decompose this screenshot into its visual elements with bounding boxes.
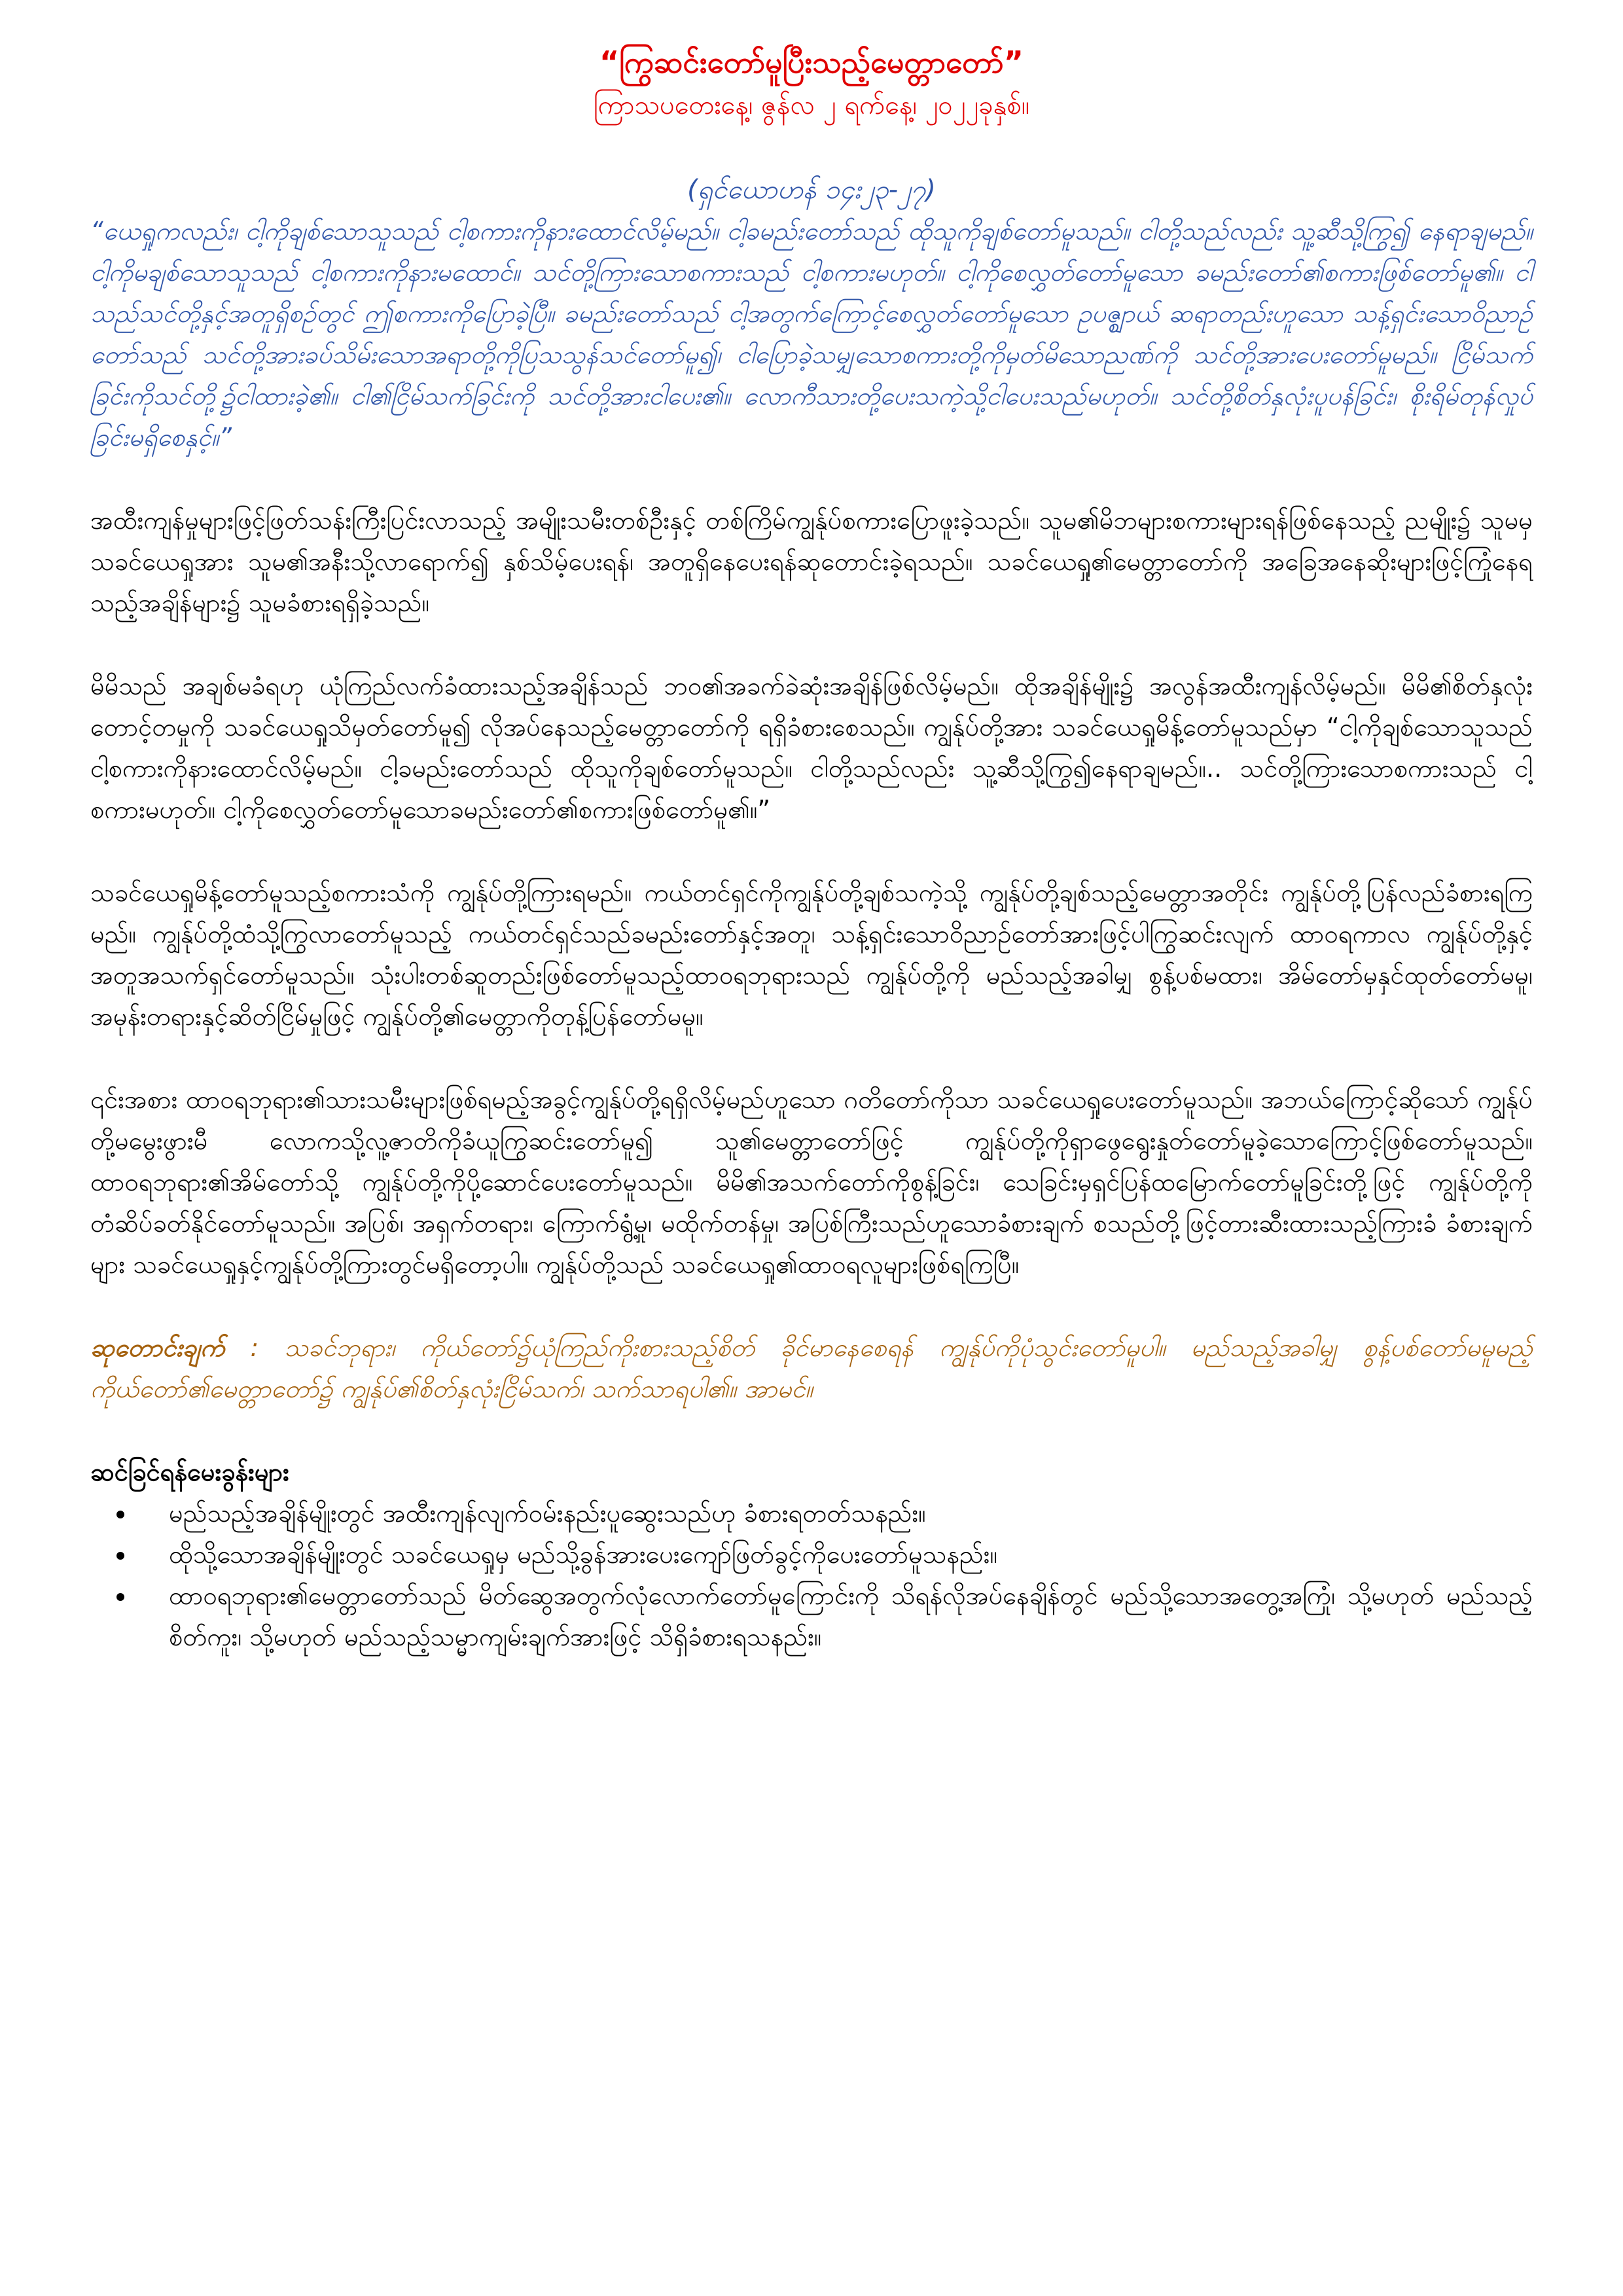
question-item: • မည်သည့်အချိန်မျိုးတွင် အထီးကျန်လျက်ဝမ်းနည်းပူဆွေးသည်ဟု ခံစားရတတ်သနည်း။ [136,1493,1533,1534]
spacer [90,1285,1533,1327]
prayer-separator: : [224,1333,285,1362]
spacer [90,126,1533,169]
questions-heading: ဆင်ခြင်ရန်မေးခွန်းများ [90,1458,289,1486]
spacer [90,624,1533,666]
paragraph-4: ၎င်းအစား ထာဝရဘုရား၏သားသမီးများဖြစ်ရမည့်အခွင့်ကျွန်ုပ်တို့ရရှိလိမ့်မည်ဟူသော ဂတိတော်ကိုသာ သခင်ယေရှုပေးတော်မူသည်။ အဘယ်ကြောင့်ဆိုသော် ကျွန်ုပ်တို့မမွေးဖွားမီ လောကသို့လူ့ဇာတိကိုခံယူကြွဆင်းတော်မူ၍ သူ၏မေတ္တာတော်ဖြင့် ကျွန်ုပ်တို့ကိုရှာဖွေရွေးနှုတ်တော်မူခဲ့သောကြောင့်ဖြစ်တော်မူသည်။ ထာဝရဘုရား၏အိမ်တော်သို့ ကျွန်ုပ်တို့ကိုပို့ဆောင်ပေးတော်မူသည်။ မိမိ၏အသက်တော်ကိုစွန့်ခြင်း၊ သေခြင်းမှရှင်ပြန်ထမြောက်တော်မူခြင်းတို့ဖြင့် ကျွန်ုပ်တို့ကိုတံဆိပ်ခတ်နိုင်တော်မူသည်။ အပြစ်၊ အရှက်တရား၊ ကြောက်ရွံ့မှု၊ မထိုက်တန်မှု၊ အပြစ်ကြီးသည်ဟူသောခံစားချက် စသည်တို့ဖြင့်တားဆီးထားသည့်ကြားခံ ခံစားချက်များ သခင်ယေရှုနှင့်ကျွန်ုပ်တို့ကြားတွင်မရှိတော့ပါ။ ကျွန်ုပ်တို့သည် သခင်ယေရှု၏ထာဝရလူများဖြစ်ရကြပြီ။ [90,1085,1533,1279]
prayer-label: ဆုတောင်းချက် [90,1333,225,1362]
paragraph-3: သခင်ယေရှုမိန့်တော်မူသည့်စကားသံကို ကျွန်ုပ်တို့ကြားရမည်။ ကယ်တင်ရှင်ကိုကျွန်ုပ်တို့ချစ်သကဲ့သို့ ကျွန်ုပ်တို့ချစ်သည့်မေတ္တာအတိုင်း ကျွန်ုပ်တို့ပြန်လည်ခံစားရကြမည်။ ကျွန်ုပ်တို့ထံသို့ကြွလာတော်မူသည့် ကယ်တင်ရှင်သည်ခမည်းတော်နှင့်အတူ၊ သန့်ရှင်းသောဝိညာဉ်တော်အားဖြင့်ပါကြွဆင်းလျက် ထာဝရကာလ ကျွန်ုပ်တို့နှင့်အတူအသက်ရှင်တော်မူသည်။ သုံးပါးတစ်ဆူတည်းဖြစ်တော်မူသည့်ထာဝရဘုရားသည် ကျွန်ုပ်တို့ကို မည်သည့်အခါမျှ စွန့်ပစ်မထား၊ အိမ်တော်မှနှင်ထုတ်တော်မမူ၊ အမုန်းတရားနှင့်ဆိတ်ငြိမ်မှုဖြင့် ကျွန်ုပ်တို့၏မေတ္တာကိုတုန့်ပြန်တော်မမူ။ [90,878,1533,1031]
scripture-text: “ယေရှုကလည်း၊ ငါ့ကိုချစ်သောသူသည် ငါ့စကားကိုနားထောင်လိမ့်မည်။ ငါ့ခမည်းတော်သည် ထိုသူကိုချစ်တော်မူသည်။ ငါတို့သည်လည်း သူ့ဆီသို့ကြွ၍ နေရာချမည်။ ငါ့ကိုမချစ်သောသူသည် ငါ့စကားကိုနားမထောင်။ သင်တို့ကြားသောစကားသည် ငါ့စကားမဟုတ်။ ငါ့ကိုစေလွှတ်တော်မူသော ခမည်းတော်၏စကားဖြစ်တော်မူ၏။ ငါသည်သင်တို့နှင့်အတူရှိစဉ်တွင် ဤစကားကိုပြောခဲ့ပြီ။ ခမည်းတော်သည် ငါ့အတွက်ကြောင့်စေလွှတ်တော်မူသော ဥပဇ္ဈာယ် ဆရာတည်းဟူသော သန့်ရှင်းသောဝိညာဉ်တော်သည် သင်တို့အားခပ်သိမ်းသောအရာတို့ကိုပြသသွန်သင်တော်မူ၍၊ ငါပြောခဲ့သမျှသောစကားတို့ကိုမှတ်မိသောညဏ်ကို သင်တို့အားပေးတော်မူမည်။ ငြိမ်သက်ခြင်းကိုသင်တို့၌ငါထားခဲ့၏။ ငါ၏ငြိမ်သက်ခြင်းကို သင်တို့အားငါပေး၏။ လောကီသားတို့ပေးသကဲ့သို့ငါပေးသည်မဟုတ်။ သင်တို့စိတ်နှလုံးပူပန်ခြင်း၊ စိုးရိမ်တုန်လှုပ်ခြင်းမရှိစေနှင့်။” [90,217,1533,452]
prayer-block [90,1327,1533,1410]
spacer [90,831,1533,872]
prayer-text: သခင်ဘုရား၊ ကိုယ်တော်၌ယုံကြည်ကိုးစားသည့်စိတ် ခိုင်မာနေစေရန် ကျွန်ုပ်ကိုပုံသွင်းတော်မူပါ။ မည်သည့်အခါမျှ စွန့်ပစ်တော်မမူမည့် ကိုယ်တော်၏မေတ္တာတော်၌ ကျွန်ုပ်၏စိတ်နှလုံးငြိမ်သက်၊ သက်သာရပါ၏။ အာမင်။ [90,1333,1533,1403]
paragraph-1: အထီးကျန်မှုများဖြင့်ဖြတ်သန်းကြီးပြင်းလာသည့် အမျိုးသမီးတစ်ဦးနှင့် တစ်ကြိမ်ကျွန်ုပ်စကားပြောဖူးခဲ့သည်။ သူမ၏မိဘများစကားများရန်ဖြစ်နေသည့် ညမျိုး၌ သူမမှသခင်ယေရှုအား သူမ၏အနီးသို့လာရောက်၍ နှစ်သိမ့်ပေးရန်၊ အတူရှိနေပေးရန်ဆုတောင်းခဲ့ရသည်။ သခင်ယေရှု၏မေတ္တာတော်ကို အခြေအနေဆိုးများဖြင့်ကြုံနေရသည့်အချိန်များ၌ သူမခံစားရရှိခဲ့သည်။ [90,506,1533,617]
question-item: • ထာဝရဘုရား၏မေတ္တာတော်သည် မိတ်ဆွေအတွက်လုံလောက်တော်မူကြောင်းကို သိရန်လိုအပ်နေချိန်တွင် မည်သို့သောအတွေ့အကြုံ၊ သို့မဟုတ် မည်သည့်စိတ်ကူး၊ သို့မဟုတ် မည်သည့်သမ္မာကျမ်းချက်အားဖြင့် သိရှိခံစားရသနည်း။ [136,1575,1533,1658]
devotional-page [90,39,1533,1658]
page-title: “ကြွဆင်းတော်မူပြီးသည့်မေတ္တာတော်” [599,45,1024,80]
spacer [90,458,1533,500]
paragraph-2: မိမိသည် အချစ်မခံရဟု ယုံကြည်လက်ခံထားသည့်အချိန်သည် ဘဝ၏အခက်ခဲဆုံးအချိန်ဖြစ်လိမ့်မည်။ ထိုအချိန်မျိုး၌ အလွန်အထီးကျန်လိမ့်မည်။ မိမိ၏စိတ်နှလုံးတောင့်တမှုကို သခင်ယေရှုသိမှတ်တော်မူ၍ လိုအပ်နေသည့်မေတ္တာတော်ကို ရရှိခံစားစေသည်။ ကျွန်ုပ်တို့အား သခင်ယေရှုမိန့်တော်မူသည်မှာ “ငါ့ကိုချစ်သောသူသည် ငါ့စကားကိုနားထောင်လိမ့်မည်။ ငါ့ခမည်းတော်သည် ထိုသူကိုချစ်တော်မူသည်။ ငါတို့သည်လည်း သူ့ဆီသို့ကြွ၍နေရာချမည်။.. သင်တို့ကြားသောစကားသည် ငါ့စကားမဟုတ်။ ငါ့ကိုစေလွှတ်တော်မူသောခမည်းတော်၏စကားဖြစ်တော်မူ၏။” [90,672,1533,824]
date-line: ကြာသပတေးနေ့၊ ဇွန်လ ၂ ရက်နေ့၊ ၂၀၂၂ခုနှစ်။ [594,90,1029,120]
question-item: • ထိုသို့သောအချိန်မျိုးတွင် သခင်ယေရှုမှ မည်သို့ခွန်အားပေးကျော်ဖြတ်ခွင့်ကိုပေးတော်မူသနည်း။ [136,1534,1533,1575]
scripture-reference: (ရှင်ယောဟန် ၁၄း၂၃-၂၇) [687,175,936,205]
spacer [90,1410,1533,1452]
spacer [90,1037,1533,1079]
questions-list [90,1493,1533,1658]
